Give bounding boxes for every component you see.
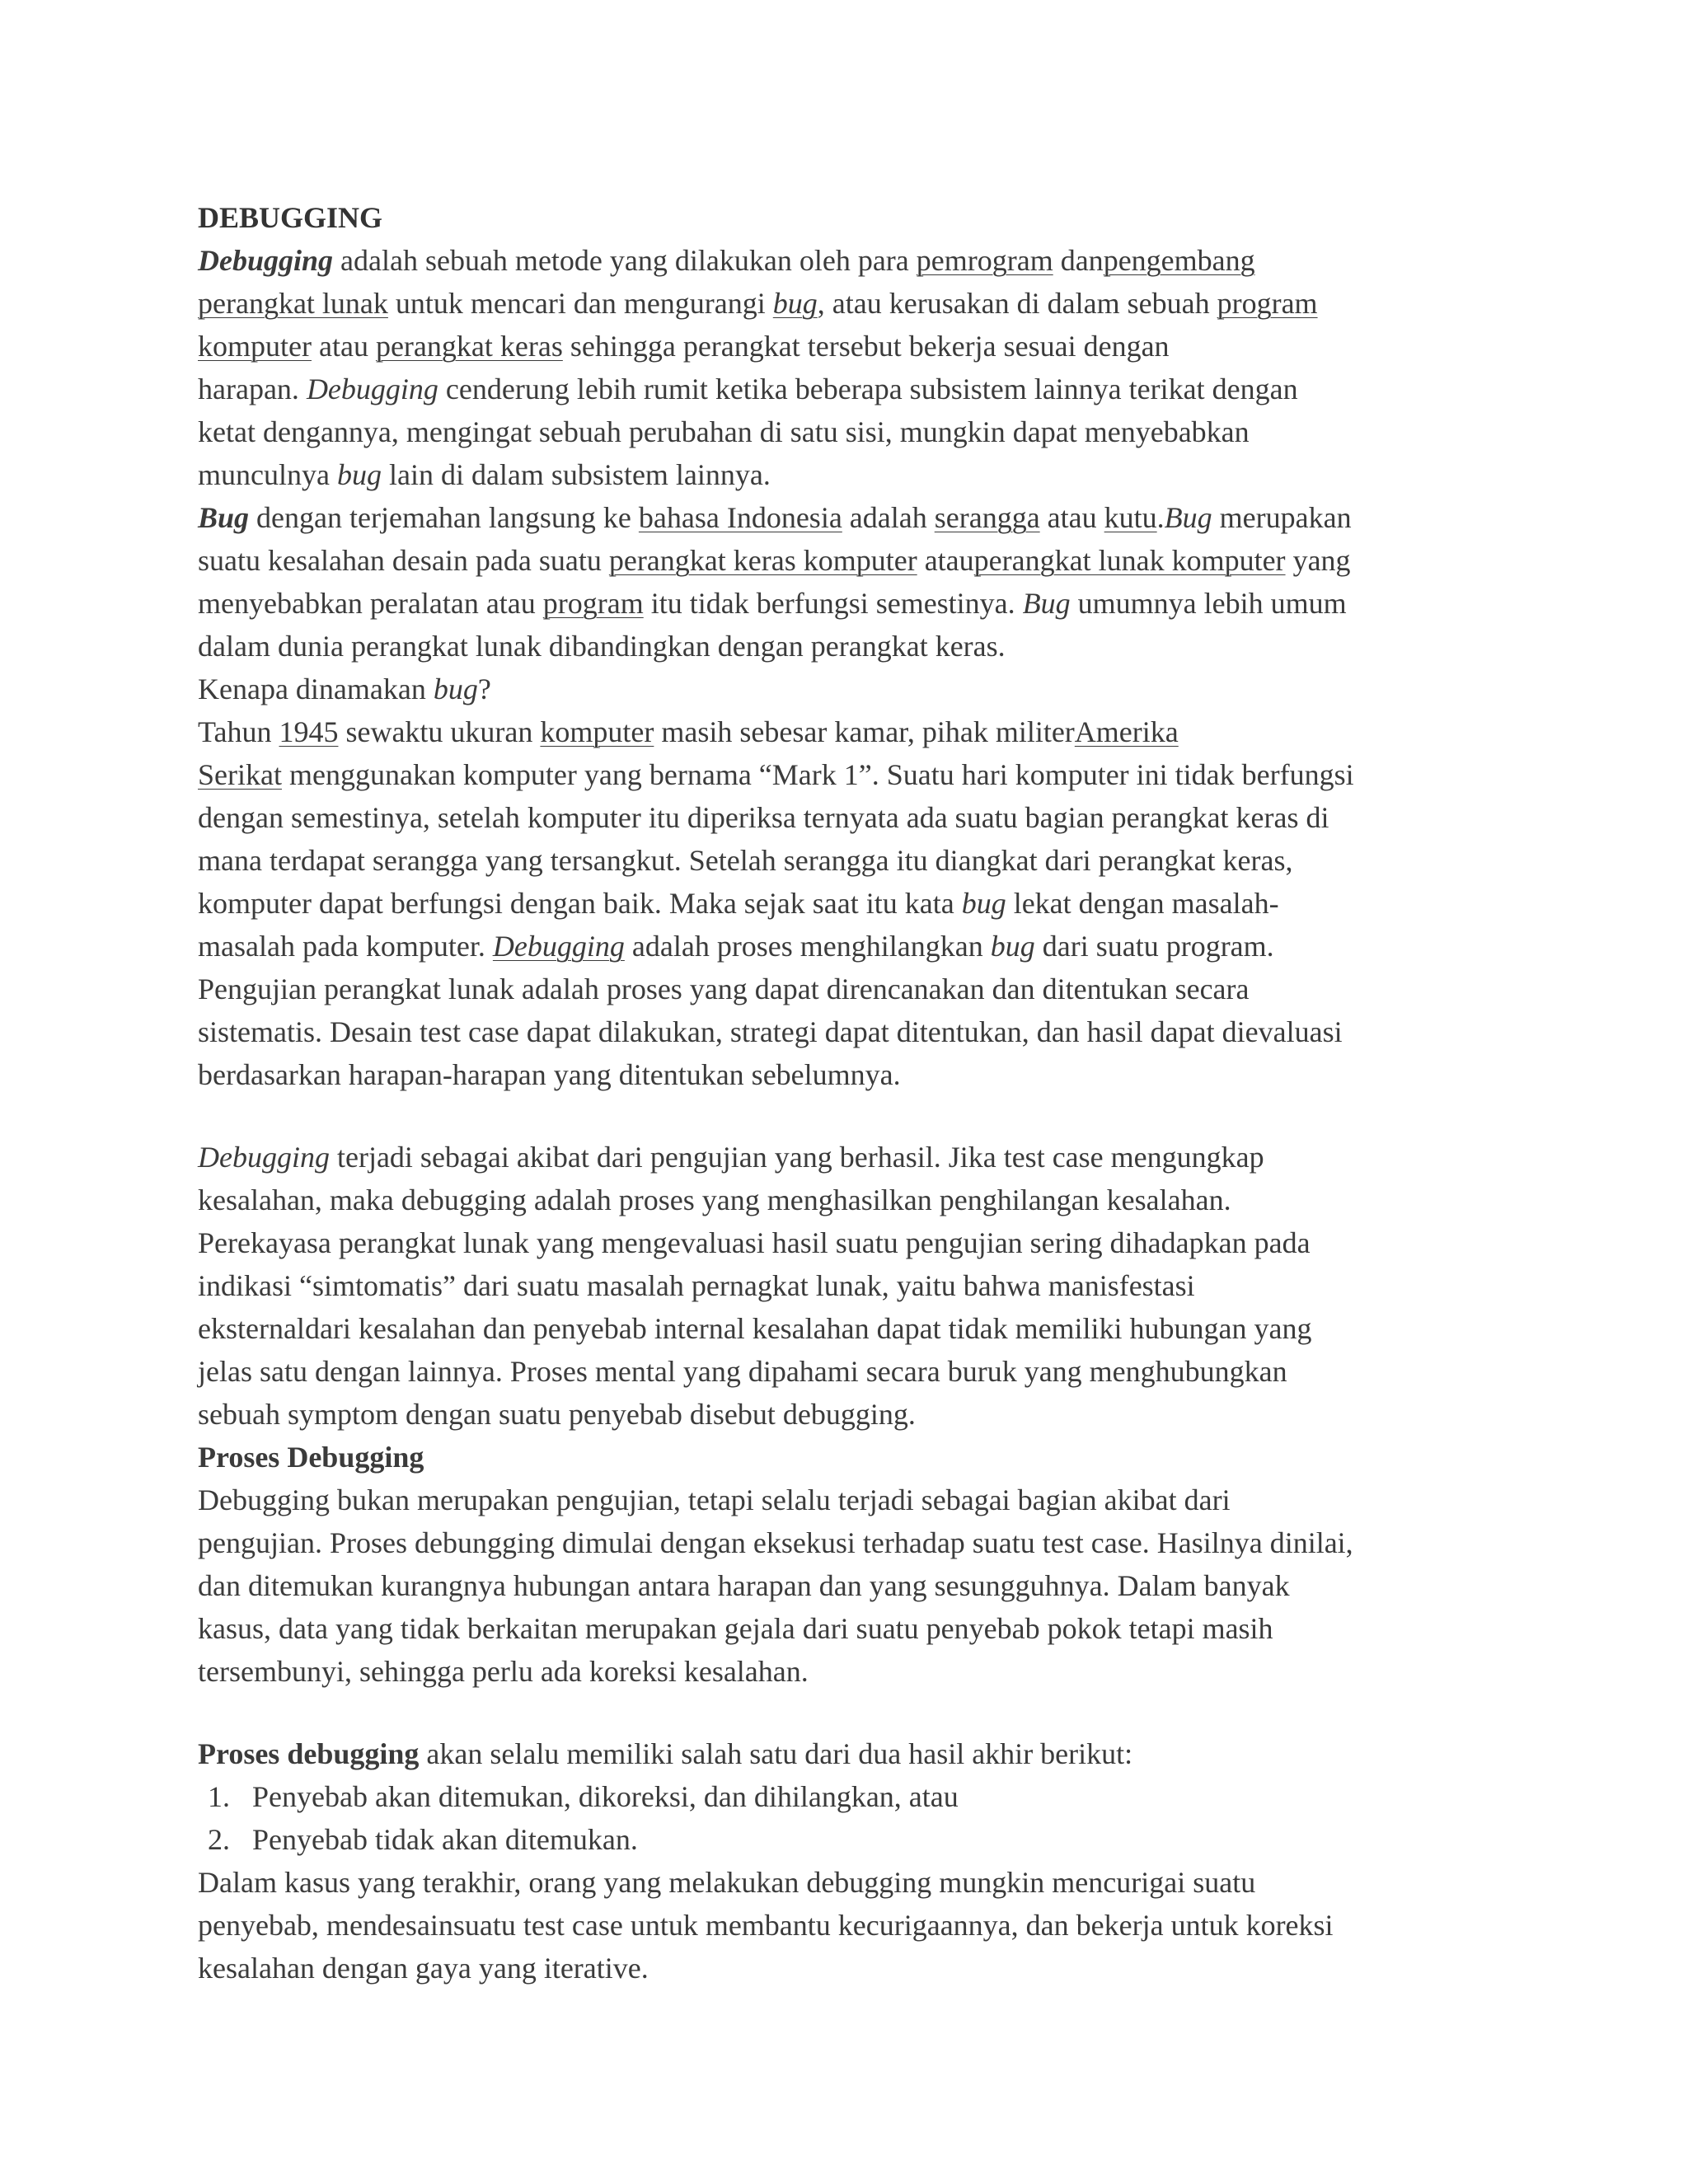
- text-segment: ?: [477, 673, 491, 705]
- text-line: [198, 410, 1500, 453]
- text-segment: dan: [1053, 244, 1104, 277]
- list-number: 2.: [208, 1823, 230, 1856]
- text-segment: lain di dalam subsistem lainnya.: [381, 458, 771, 491]
- text-segment: adalah: [842, 501, 935, 534]
- text-segment: Tahun: [198, 715, 279, 748]
- text-segment: tersembunyi, sehingga perlu ada koreksi kesalahan.: [198, 1655, 809, 1688]
- text-segment: bug: [336, 458, 382, 491]
- list-text: Penyebab akan ditemukan, dikoreksi, dan dihilangkan, atau: [252, 1780, 959, 1813]
- text-segment: Kenapa dinamakan: [198, 673, 434, 705]
- hyperlink-text[interactable]: program: [542, 587, 644, 620]
- text-line: [198, 239, 1500, 282]
- text-line: [198, 1053, 1500, 1096]
- hyperlink-text[interactable]: bahasa Indonesia: [638, 501, 842, 534]
- text-segment: merupakan: [1212, 501, 1352, 534]
- text-line: [198, 668, 1500, 710]
- text-line: [198, 1264, 1500, 1307]
- hyperlink-text[interactable]: serangga: [934, 501, 1040, 534]
- paragraph-outcomes-intro: [198, 1732, 1500, 1775]
- paragraph-intro: [198, 239, 1500, 1096]
- text-segment: kasus, data yang tidak berkaitan merupakan gejala dari suatu penyebab pokok tetapi masih: [198, 1612, 1273, 1645]
- text-segment: masalah pada komputer.: [198, 930, 493, 963]
- text-segment: penyebab, mendesainsuatu test case untuk membantu kecurigaannya, dan bekerja untuk koreksi: [198, 1909, 1334, 1942]
- hyperlink-text[interactable]: perangkat lunak: [198, 287, 388, 320]
- text-line: [198, 1521, 1500, 1564]
- text-segment: Perekayasa perangkat lunak yang mengevaluasi hasil suatu pengujian sering dihadapkan pada: [198, 1226, 1311, 1259]
- text-segment: dan ditemukan kurangnya hubungan antara harapan dan yang sesungguhnya. Dalam banyak: [198, 1569, 1290, 1602]
- hyperlink-text[interactable]: perangkat keras komputer: [608, 544, 917, 577]
- text-segment: atau: [311, 330, 376, 363]
- text-segment: menyebabkan peralatan atau: [198, 587, 543, 620]
- text-segment: adalah proses menghilangkan: [624, 930, 991, 963]
- text-line: [198, 1010, 1500, 1053]
- list-item: [198, 1818, 1500, 1861]
- text-segment: umumnya lebih umum: [1070, 587, 1347, 620]
- text-segment: Proses debugging: [198, 1737, 420, 1770]
- text-segment: Debugging: [306, 373, 438, 405]
- text-segment: dengan semestinya, setelah komputer itu diperiksa ternyata ada suatu bagian perangkat keras di: [198, 801, 1329, 834]
- text-line: [198, 1564, 1500, 1607]
- text-segment: dengan terjemahan langsung ke: [249, 501, 639, 534]
- text-line: [198, 796, 1500, 839]
- list-item: [198, 1775, 1500, 1818]
- text-segment: yang: [1285, 544, 1351, 577]
- text-line: [198, 539, 1500, 582]
- text-segment: indikasi “simtomatis” dari suatu masalah pernagkat lunak, yaitu bahwa manisfestasi: [198, 1269, 1195, 1302]
- text-segment: Debugging: [198, 1141, 330, 1174]
- text-line: [198, 1650, 1500, 1693]
- text-line: [198, 1179, 1500, 1221]
- text-segment: akan selalu memiliki salah satu dari dua hasil akhir berikut:: [419, 1737, 1133, 1770]
- text-segment: Debugging bukan merupakan pengujian, tetapi selalu terjadi sebagai bagian akibat dari: [198, 1483, 1231, 1516]
- paragraph-gap: [198, 1693, 1500, 1732]
- text-line: [198, 1350, 1500, 1393]
- text-segment: Debugging: [198, 244, 334, 277]
- text-line: [198, 925, 1500, 968]
- text-segment: ketat dengannya, mengingat sebuah perubahan di satu sisi, mungkin dapat menyebabkan: [198, 415, 1250, 448]
- text-line: [198, 1479, 1500, 1521]
- text-segment: Pengujian perangkat lunak adalah proses yang dapat direncanakan dan ditentukan secara: [198, 972, 1250, 1005]
- text-segment: dalam dunia perangkat lunak dibandingkan dengan perangkat keras.: [198, 630, 1006, 663]
- text-segment: pengujian. Proses debungging dimulai dengan eksekusi terhadap suatu test case. Hasilnya dinilai,: [198, 1526, 1353, 1559]
- text-line: [198, 710, 1500, 753]
- text-segment: lekat dengan masalah-: [1006, 887, 1279, 920]
- text-segment: sehingga perangkat tersebut bekerja sesuai dengan: [562, 330, 1170, 363]
- hyperlink-text[interactable]: komputer: [198, 330, 312, 363]
- text-line: [198, 368, 1500, 410]
- text-segment: bug: [961, 887, 1006, 920]
- text-segment: Dalam kasus yang terakhir, orang yang melakukan debugging mungkin mencurigai suatu: [198, 1866, 1256, 1899]
- hyperlink-text[interactable]: komputer: [540, 715, 654, 748]
- text-line: [198, 1307, 1500, 1350]
- text-segment: jelas satu dengan lainnya. Proses mental yang dipahami secara buruk yang menghubungkan: [198, 1355, 1287, 1388]
- hyperlink-text[interactable]: program: [1217, 287, 1318, 320]
- text-segment: atau: [917, 544, 974, 577]
- text-line: [198, 1861, 1500, 1904]
- text-segment: harapan.: [198, 373, 307, 405]
- text-segment: Bug: [1164, 501, 1212, 534]
- text-segment: bug: [433, 673, 478, 705]
- text-segment: cenderung lebih rumit ketika beberapa subsistem lainnya terikat dengan: [438, 373, 1298, 405]
- hyperlink-text[interactable]: Serikat: [198, 758, 282, 791]
- text-segment: menggunakan komputer yang bernama “Mark 1”. Suatu hari komputer ini tidak berfungsi: [281, 758, 1354, 791]
- hyperlink-text[interactable]: bug: [772, 287, 818, 320]
- paragraph-debugging-process: [198, 1136, 1500, 1693]
- text-segment: .: [1156, 501, 1165, 534]
- list-number: 1.: [208, 1780, 230, 1813]
- text-line: [198, 1393, 1500, 1436]
- text-segment: dari suatu program.: [1034, 930, 1274, 963]
- hyperlink-text[interactable]: 1945: [279, 715, 339, 748]
- text-line: [198, 1221, 1500, 1264]
- text-segment: Bug: [198, 501, 250, 534]
- text-segment: kesalahan, maka debugging adalah proses yang menghasilkan penghilangan kesalahan.: [198, 1183, 1231, 1216]
- text-line: [198, 453, 1500, 496]
- text-line: [198, 753, 1500, 796]
- text-segment: untuk mencari dan mengurangi: [387, 287, 773, 320]
- list-text: Penyebab tidak akan ditemukan.: [252, 1823, 638, 1856]
- text-segment: sebuah symptom dengan suatu penyebab disebut debugging.: [198, 1398, 916, 1431]
- text-segment: Proses Debugging: [198, 1441, 424, 1474]
- text-segment: atau: [1039, 501, 1104, 534]
- hyperlink-text[interactable]: kutu: [1104, 501, 1157, 534]
- hyperlink-text[interactable]: Amerika: [1074, 715, 1179, 748]
- text-line: [198, 282, 1500, 325]
- text-segment: berdasarkan harapan-harapan yang ditentukan sebelumnya.: [198, 1058, 901, 1091]
- hyperlink-text[interactable]: Debugging: [492, 930, 625, 963]
- text-line: [198, 882, 1500, 925]
- document-body: [198, 196, 1500, 1990]
- text-line: [198, 496, 1500, 539]
- text-segment: , atau kerusakan di dalam sebuah: [817, 287, 1217, 320]
- text-segment: terjadi sebagai akibat dari pengujian yang berhasil. Jika test case mengungkap: [329, 1141, 1264, 1174]
- text-line: [198, 1904, 1500, 1947]
- text-segment: komputer dapat berfungsi dengan baik. Maka sejak saat itu kata: [198, 887, 962, 920]
- paragraph-conclusion: [198, 1861, 1500, 1990]
- text-segment: adalah sebuah metode yang dilakukan oleh para: [333, 244, 917, 277]
- text-segment: masih sebesar kamar, pihak militer: [654, 715, 1075, 748]
- text-line: [198, 625, 1500, 668]
- text-segment: mana terdapat serangga yang tersangkut. Setelah serangga itu diangkat dari perangkat keras,: [198, 844, 1293, 877]
- text-segment: bug: [990, 930, 1035, 963]
- text-line: [198, 582, 1500, 625]
- hyperlink-text[interactable]: perangkat keras: [375, 330, 563, 363]
- text-segment: Bug: [1022, 587, 1071, 620]
- text-segment: kesalahan dengan gaya yang iterative.: [198, 1952, 649, 1985]
- hyperlink-text[interactable]: pengembang: [1103, 244, 1255, 277]
- text-line: [198, 1436, 1500, 1479]
- paragraph-gap: [198, 1096, 1500, 1136]
- text-segment: eksternaldari kesalahan dan penyebab internal kesalahan dapat tidak memiliki hubungan yang: [198, 1312, 1312, 1345]
- text-line: [198, 1947, 1500, 1990]
- text-line: [198, 325, 1500, 368]
- text-line: [198, 1136, 1500, 1179]
- outcome-list: [198, 1775, 1500, 1861]
- hyperlink-text[interactable]: perangkat lunak komputer: [973, 544, 1286, 577]
- document-title: DEBUGGING: [198, 201, 383, 234]
- text-segment: suatu kesalahan desain pada suatu: [198, 544, 609, 577]
- text-line: [198, 1607, 1500, 1650]
- text-line: [198, 839, 1500, 882]
- text-line: [198, 968, 1500, 1010]
- text-segment: sewaktu ukuran: [338, 715, 541, 748]
- text-segment: sistematis. Desain test case dapat dilakukan, strategi dapat ditentukan, dan hasil dapat dievaluasi: [198, 1015, 1343, 1048]
- text-segment: itu tidak berfungsi semestinya.: [643, 587, 1023, 620]
- text-line: [198, 1732, 1500, 1775]
- hyperlink-text[interactable]: pemrogram: [916, 244, 1053, 277]
- text-segment: munculnya: [198, 458, 337, 491]
